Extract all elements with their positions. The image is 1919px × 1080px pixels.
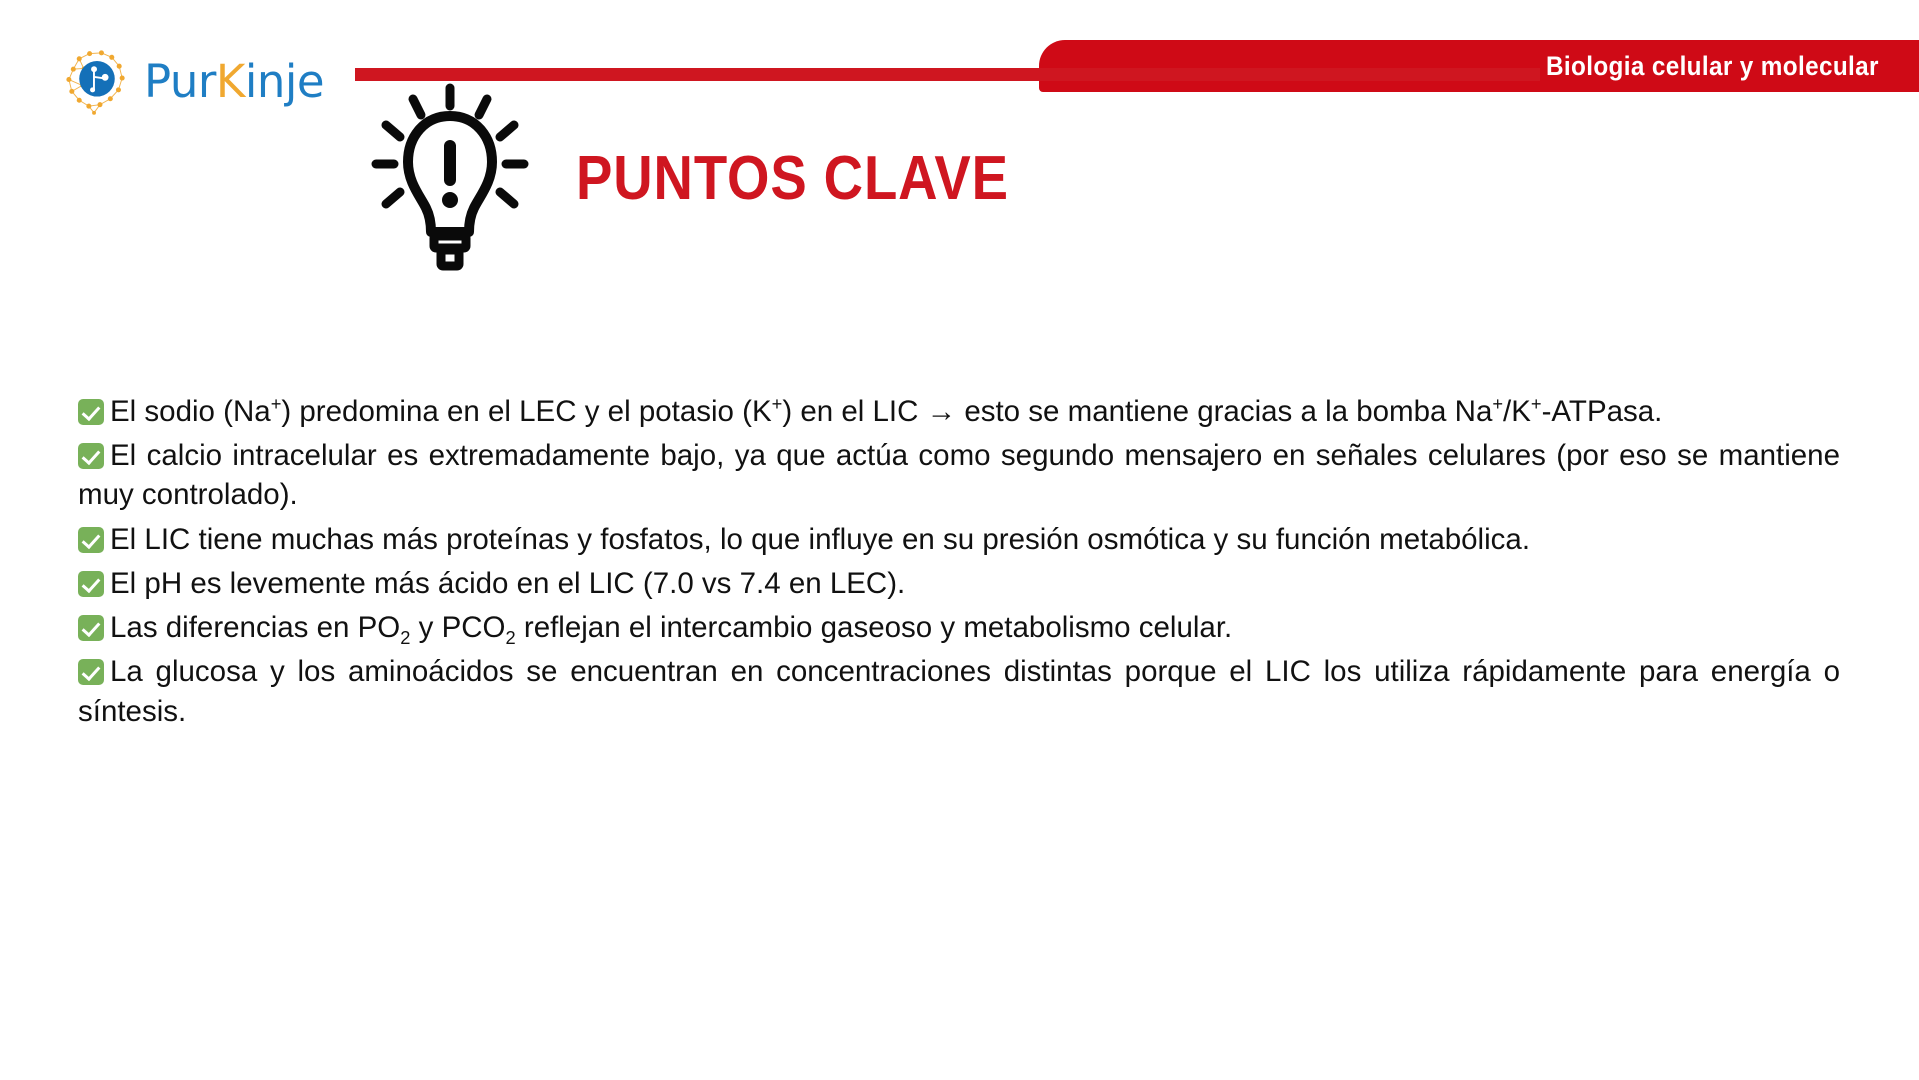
list-item-text: El pH es levemente más ácido en el LIC (7.0 vs 7.4 en LEC).: [110, 566, 906, 600]
list-item-text: El LIC tiene muchas más proteínas y fosfatos, lo que influye en su presión osmótica y su función metabólica.: [110, 522, 1531, 556]
list-item-text: La glucosa y los aminoácidos se encuentran en concentraciones distintas porque el LIC los utiliza rápidamente para energía o síntesis.: [78, 655, 1840, 728]
green-check-mark-icon: [78, 527, 104, 553]
list-item-text: El sodio (Na+) predomina en el LEC y el potasio (K+) en el LIC → esto se mantiene gracias a la bomba Na+/K+-ATPasa.: [110, 393, 1663, 428]
page-title: PUNTOS CLAVE: [576, 143, 1009, 213]
list-item-text: Las diferencias en $PO_2$ y $PCO_2$ reflejan el intercambio gaseoso y metabolismo celular.: [110, 611, 1233, 649]
lightbulb-exclamation-icon: [350, 78, 550, 278]
purkinje-brain-neuron-logo-icon: [60, 44, 134, 118]
purkinje-logo: [60, 44, 324, 118]
course-banner-label: Biologia celular y molecular: [1546, 50, 1879, 81]
list-item: [78, 392, 1840, 431]
wordmark-accent-k: K: [215, 54, 245, 108]
green-check-mark-icon: [78, 571, 104, 597]
green-check-mark-icon: [78, 615, 104, 641]
list-item-text: El calcio intracelular es extremadamente bajo, ya que actúa como segundo mensajero en señales celulares (por eso se mantiene muy controlado).: [78, 439, 1840, 512]
list-item: [78, 564, 1840, 603]
purkinje-wordmark: [144, 54, 325, 108]
title-row: [350, 78, 1068, 278]
list-item: [78, 436, 1840, 514]
key-points-list: [78, 392, 1840, 731]
green-check-mark-icon: [78, 443, 104, 469]
list-item: [78, 520, 1840, 559]
list-item: [78, 608, 1840, 647]
wordmark-part2: inje: [244, 54, 325, 108]
green-check-mark-icon: [78, 659, 104, 685]
course-banner: [1039, 40, 1919, 92]
list-item: [78, 652, 1840, 730]
green-check-mark-icon: [78, 399, 104, 425]
wordmark-part1: Pur: [144, 54, 216, 108]
